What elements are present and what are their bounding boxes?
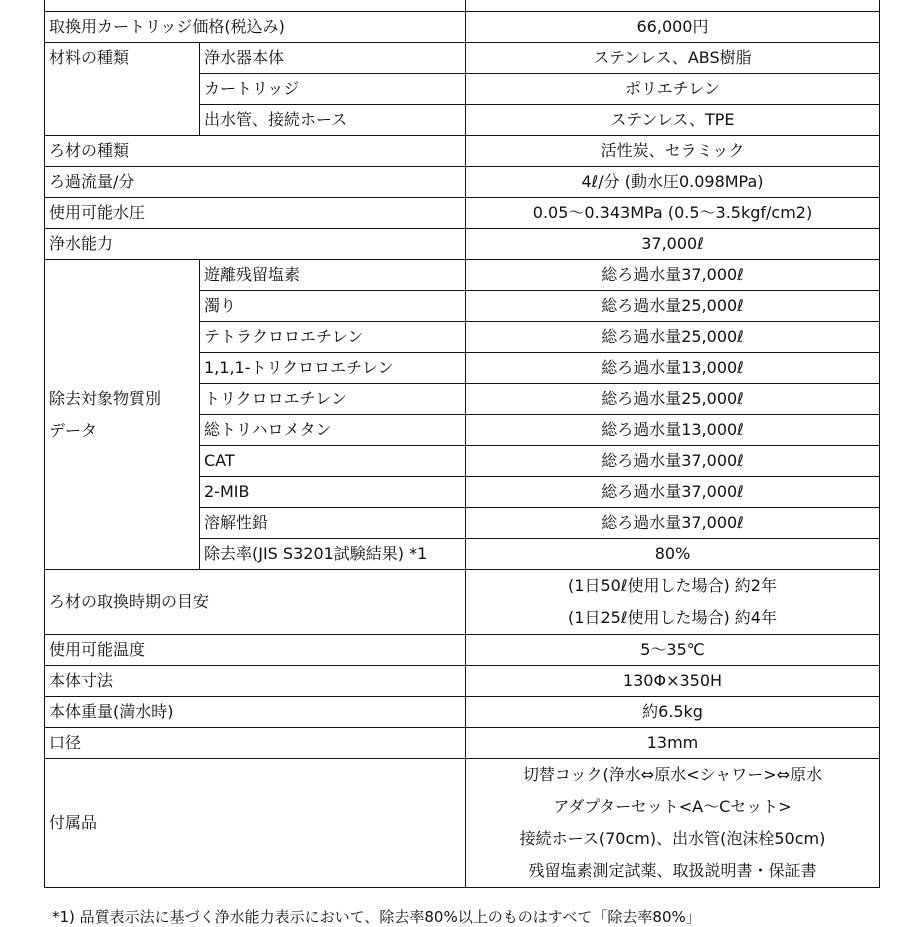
accessories-line: 接続ホース(70cm)、出水管(泡沫栓50cm) xyxy=(519,829,826,848)
table-row xyxy=(45,759,880,888)
replace-value xyxy=(466,570,880,635)
bore-value: 13mm xyxy=(466,728,880,759)
table-row xyxy=(45,136,880,167)
material-label: 材料の種類 xyxy=(45,43,200,136)
removal-item-value: 総ろ過水量37,000ℓ xyxy=(466,446,880,477)
removal-item-label: 濁り xyxy=(200,291,466,322)
footnote: *1) 品質表示法に基づく浄水能力表示において、除去率80%以上のものはすべて「除去率80%」 xyxy=(52,908,701,926)
replace-value-line1: (1日50ℓ使用した場合) 約2年 xyxy=(568,576,777,595)
price-value: 66,000円 xyxy=(466,12,880,43)
table-row xyxy=(45,43,880,74)
table-row xyxy=(45,167,880,198)
table-row xyxy=(45,728,880,759)
material-body-value: ステンレス、ABS樹脂 xyxy=(466,43,880,74)
removal-item-label: CAT xyxy=(200,446,466,477)
weight-label: 本体重量(満水時) xyxy=(45,697,466,728)
removal-item-label: 1,1,1-トリクロロエチレン xyxy=(200,353,466,384)
capacity-value: 37,000ℓ xyxy=(466,229,880,260)
removal-item-value: 総ろ過水量13,000ℓ xyxy=(466,415,880,446)
material-cartridge-value: ポリエチレン xyxy=(466,74,880,105)
removal-item-label: 遊離残留塩素 xyxy=(200,260,466,291)
removal-label-line2: データ xyxy=(49,420,98,440)
weight-value: 約6.5kg xyxy=(466,697,880,728)
size-value: 130Φ×350H xyxy=(466,666,880,697)
temp-label: 使用可能温度 xyxy=(45,635,466,666)
material-pipe-value: ステンレス、TPE xyxy=(466,105,880,136)
capacity-label: 浄水能力 xyxy=(45,229,466,260)
removal-item-value: 総ろ過水量25,000ℓ xyxy=(466,291,880,322)
table-row xyxy=(45,635,880,666)
table-row xyxy=(45,0,880,12)
removal-item-label: 2-MIB xyxy=(200,477,466,508)
table-row xyxy=(45,697,880,728)
filter-type-label: ろ材の種類 xyxy=(45,136,466,167)
temp-value: 5〜35℃ xyxy=(466,635,880,666)
replace-label: ろ材の取換時期の目安 xyxy=(45,570,466,635)
removal-item-value: 総ろ過水量37,000ℓ xyxy=(466,508,880,539)
removal-item-label: 溶解性鉛 xyxy=(200,508,466,539)
flow-label: ろ過流量/分 xyxy=(45,167,466,198)
accessories-line: 残留塩素測定試薬、取扱説明書・保証書 xyxy=(528,861,817,880)
accessories-line: アダプターセット<A〜Cセット> xyxy=(553,797,792,816)
table-row xyxy=(45,666,880,697)
flow-value: 4ℓ/分 (動水圧0.098MPa) xyxy=(466,167,880,198)
filter-type-value: 活性炭、セラミック xyxy=(466,136,880,167)
size-label: 本体寸法 xyxy=(45,666,466,697)
removal-item-label: トリクロロエチレン xyxy=(200,384,466,415)
accessories-value xyxy=(466,759,880,888)
removal-item-label: テトラクロロエチレン xyxy=(200,322,466,353)
accessories-label: 付属品 xyxy=(45,759,466,888)
price-label: 取換用カートリッジ価格(税込み) xyxy=(45,12,466,43)
removal-item-value: 総ろ過水量37,000ℓ xyxy=(466,260,880,291)
spec-table xyxy=(44,0,880,888)
table-row xyxy=(45,229,880,260)
replace-value-line2: (1日25ℓ使用した場合) 約4年 xyxy=(568,608,777,627)
material-cartridge-label: カートリッジ xyxy=(200,74,466,105)
removal-item-value: 総ろ過水量25,000ℓ xyxy=(466,384,880,415)
material-body-label: 浄水器本体 xyxy=(200,43,466,74)
removal-item-label: 除去率(JIS S3201試験結果) *1 xyxy=(200,539,466,570)
table-row xyxy=(45,198,880,229)
removal-item-value: 80% xyxy=(466,539,880,570)
removal-item-value: 総ろ過水量13,000ℓ xyxy=(466,353,880,384)
table-row xyxy=(45,12,880,43)
removal-item-value: 総ろ過水量25,000ℓ xyxy=(466,322,880,353)
accessories-line: 切替コック(浄水⇔原水<シャワー>⇔原水 xyxy=(522,765,823,784)
removal-item-label: 総トリハロメタン xyxy=(200,415,466,446)
material-pipe-label: 出水管、接続ホース xyxy=(200,105,466,136)
pressure-label: 使用可能水圧 xyxy=(45,198,466,229)
pressure-value: 0.05〜0.343MPa (0.5〜3.5kgf/cm2) xyxy=(466,198,880,229)
removal-item-value: 総ろ過水量37,000ℓ xyxy=(466,477,880,508)
table-row xyxy=(45,260,880,291)
removal-label-line1: 除去対象物質別 xyxy=(49,388,162,408)
table-row xyxy=(45,570,880,635)
bore-label: 口径 xyxy=(45,728,466,759)
removal-label xyxy=(45,260,200,570)
